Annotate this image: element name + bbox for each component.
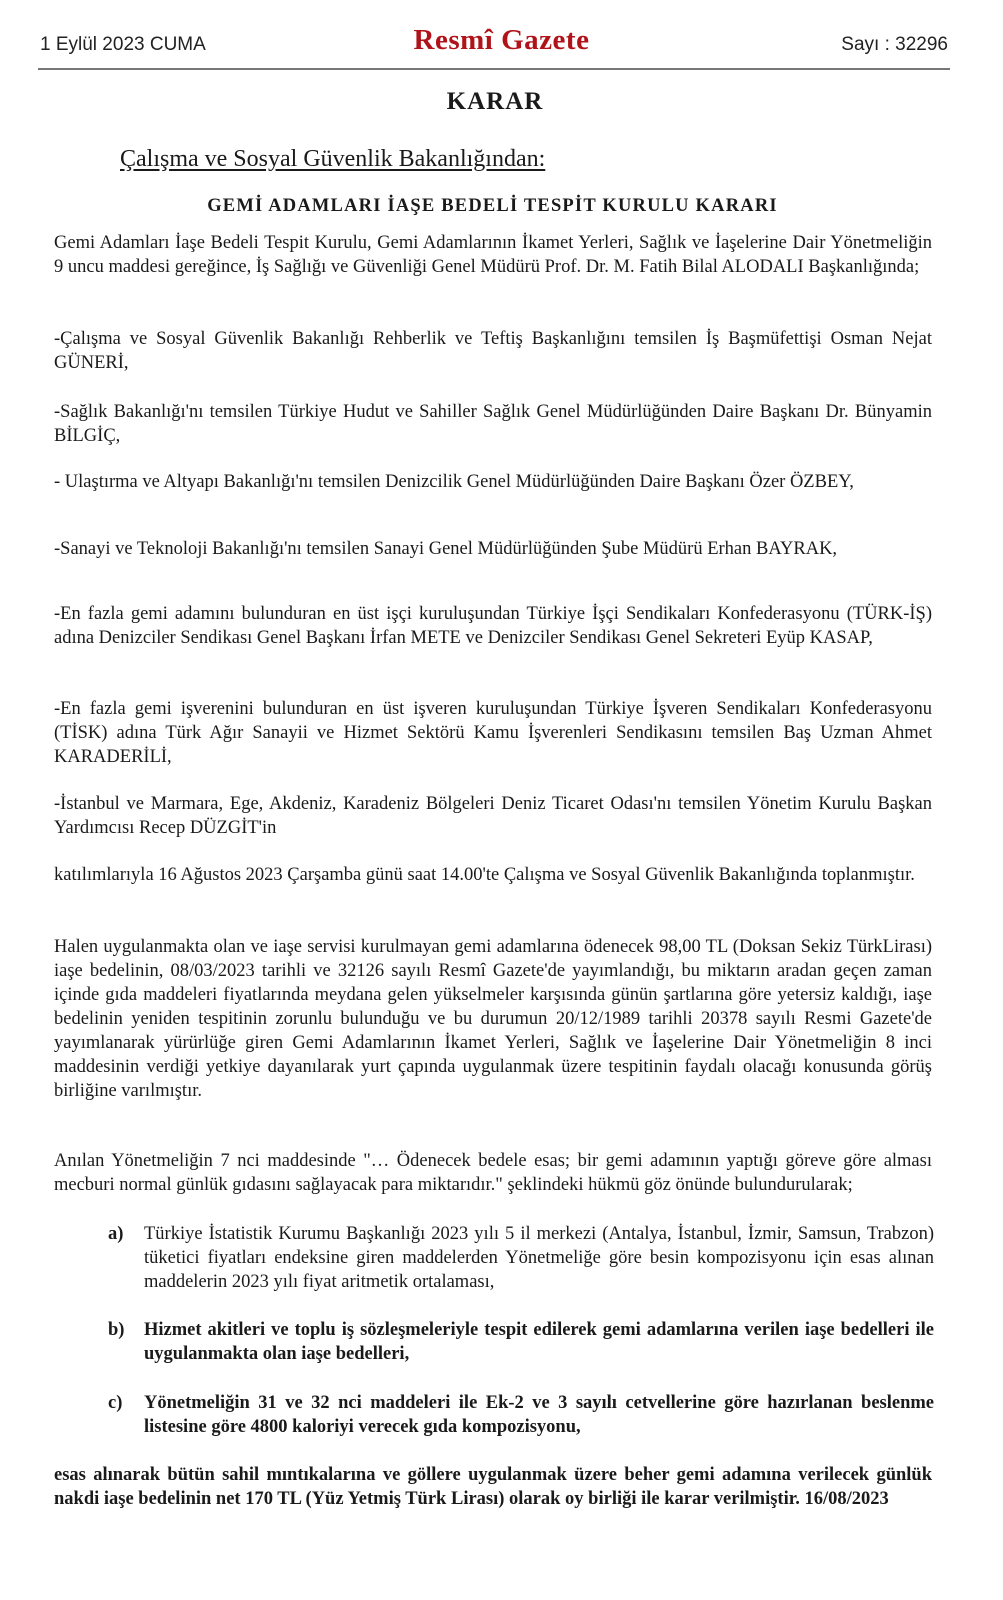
criteria-item (108, 1222, 934, 1294)
criteria-label: c) (108, 1393, 123, 1413)
criteria-label: b) (108, 1320, 125, 1340)
decision-title: GEMİ ADAMLARI İAŞE BEDELİ TESPİT KURULU KARARI (207, 196, 778, 216)
criteria-text: Türkiye İstatistik Kurumu Başkanlığı 2023 yılı 5 il merkezi (Antalya, İstanbul, İzmir, Samsun, Trabzon) tüketici fiyatları endeksine giren maddelerden Yönetmeliğe göre besin kompozisyonu için esas alınan maddelerin 2023 yılı fiyat aritmetik ortalaması, (144, 1224, 934, 1292)
criteria-text: Hizmet akitleri ve toplu iş sözleşmeleriyle tespit edilerek gemi adamlarına verilen iaşe bedelleri ile uygulanmakta olan iaşe bedelleri, (144, 1320, 934, 1364)
member-paragraph: -İstanbul ve Marmara, Ege, Akdeniz, Karadeniz Bölgeleri Deniz Ticaret Odası'nı temsilen Yönetim Kurulu Başkan Yardımcısı Recep DÜZGİT'in (54, 794, 932, 838)
criteria-label: a) (108, 1224, 124, 1244)
gazette-name: Resmî Gazete (413, 24, 590, 56)
member-paragraph: -Sağlık Bakanlığı'nı temsilen Türkiye Hudut ve Sahiller Sağlık Genel Müdürlüğünden Daire Başkanı Dr. Bünyamin BİLGİÇ, (54, 402, 932, 446)
member-paragraph: - Ulaştırma ve Altyapı Bakanlığı'nı temsilen Denizcilik Genel Müdürlüğünden Daire Başkanı Özer ÖZBEY, (54, 472, 854, 492)
member-paragraph: -Çalışma ve Sosyal Güvenlik Bakanlığı Rehberlik ve Teftiş Başkanlığını temsilen İş Başmüfettişi Osman Nejat GÜNERİ, (54, 329, 932, 373)
member-paragraph: -En fazla gemi adamını bulunduran en üst işçi kuruluşundan Türkiye İşçi Sendikaları Konfederasyonu (TÜRK-İŞ) adına Denizciler Sendikası Genel Başkanı İrfan METE ve Denizciler Sendikası Genel Sekreteri Eyüp KASAP, (54, 604, 932, 648)
issue-date: 1 Eylül 2023 CUMA (40, 34, 206, 55)
ministry-name: Çalışma ve Sosyal Güvenlik Bakanlığından: (120, 146, 546, 172)
conclusion-paragraph: esas alınarak bütün sahil mıntıkalarına ve göllere uygulanmak üzere beher gemi adamına verilecek günlük nakdi iaşe bedelinin net 170 TL (Yüz Yetmiş Türk Lirası) olarak oy birliği ile karar verilmiştir. 16/08/2023 (54, 1465, 932, 1509)
criteria-item (108, 1391, 934, 1439)
criteria-item (108, 1318, 934, 1366)
member-paragraph: -En fazla gemi işverenini bulunduran en üst işveren kuruluşundan Türkiye İşveren Sendikaları Konfederasyonu (TİSK) adına Türk Ağır Sanayii ve Hizmet Sektörü Kamu İşverenleri Sendikasını temsilen Baş Uzman Ahmet KARADERİLİ, (54, 699, 932, 767)
background-paragraph: Halen uygulanmakta olan ve iaşe servisi kurulmayan gemi adamlarına ödenecek 98,00 TL (Doksan Sekiz TürkLirası) iaşe bedelinin, 08/03/2023 tarihli ve 32126 sayılı Resmî Gazete'de yayımlandığı, bu miktarın aradan geçen zaman içinde gıda maddeleri fiyatlarında meydana gelen yükselmeler karşısında günün şartlarına göre yetersiz kaldığı, iaşe bedelinin yeniden tespitinin zorunlu bulunduğu ve bu durumun 20/12/1989 tarihli 20378 sayılı Resmi Gazete'de yayımlanarak yürürlüğe giren Gemi Adamlarının İkamet Yerleri, Sağlık ve İaşelerine Dair Yönetmeliğin 8 inci maddesinin verdiği yetkiye dayanılarak yurt çapında uygulanmak üzere tespitinin faydalı olacağı konusunda görüş birliğine varılmıştır. (54, 937, 932, 1101)
intro-paragraph: Gemi Adamları İaşe Bedeli Tespit Kurulu, Gemi Adamlarının İkamet Yerleri, Sağlık ve İaşelerine Dair Yönetmeliğin 9 uncu maddesi gereğince, İş Sağlığı ve Güvenliği Genel Müdürü Prof. Dr. M. Fatih Bilal ALODALI Başkanlığında; (54, 233, 932, 277)
member-paragraph: -Sanayi ve Teknoloji Bakanlığı'nı temsilen Sanayi Genel Müdürlüğünden Şube Müdürü Erhan BAYRAK, (54, 539, 838, 559)
document-type: KARAR (446, 88, 544, 115)
criteria-text: Yönetmeliğin 31 ve 32 nci maddeleri ile Ek-2 ve 3 sayılı cetvellerine göre hazırlanan beslenme listesine göre 4800 kaloriyi verecek gıda kompozisyonu, (144, 1393, 934, 1437)
header-divider (38, 68, 950, 70)
meeting-paragraph: katılımlarıyla 16 Ağustos 2023 Çarşamba günü saat 14.00'te Çalışma ve Sosyal Güvenlik Bakanlığında toplanmıştır. (54, 865, 915, 885)
issue-number: Sayı : 32296 (841, 34, 948, 55)
regulation-paragraph: Anılan Yönetmeliğin 7 nci maddesinde "… Ödenecek bedele esas; bir gemi adamının yaptığı göreve göre alması mecburi normal günlük gıdasını sağlayacak para miktarıdır." şeklindeki hükmü göz önünde bulundurularak; (54, 1151, 932, 1195)
